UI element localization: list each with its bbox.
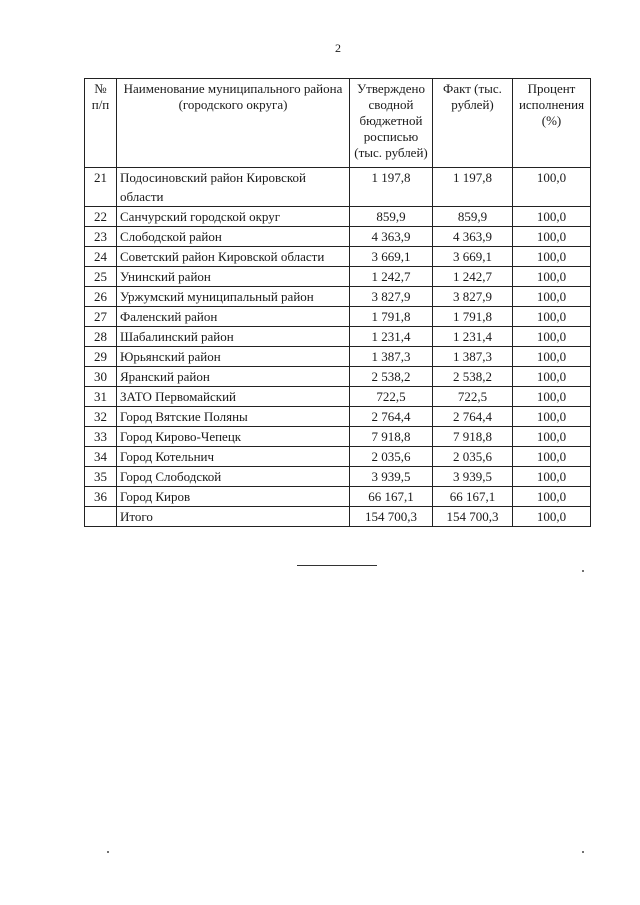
row-approved: 1 791,8 (350, 307, 433, 327)
row-name: Город Кирово-Чепецк (117, 427, 350, 447)
total-fact: 154 700,3 (433, 507, 513, 527)
row-percent: 100,0 (513, 307, 591, 327)
table-row (85, 307, 591, 327)
table-row (85, 207, 591, 227)
table-row (85, 387, 591, 407)
row-approved: 3 827,9 (350, 287, 433, 307)
row-name: Юрьянский район (117, 347, 350, 367)
table-header-row (85, 79, 591, 168)
row-percent: 100,0 (513, 327, 591, 347)
row-name: Яранский район (117, 367, 350, 387)
table-row (85, 447, 591, 467)
row-fact: 1 197,8 (433, 168, 513, 207)
row-name: ЗАТО Первомайский (117, 387, 350, 407)
row-name: Советский район Кировской области (117, 247, 350, 267)
row-percent: 100,0 (513, 168, 591, 207)
row-approved: 3 939,5 (350, 467, 433, 487)
table-row (85, 168, 591, 207)
row-name: Шабалинский район (117, 327, 350, 347)
row-approved: 2 035,6 (350, 447, 433, 467)
row-name: Город Котельнич (117, 447, 350, 467)
row-name: Уржумский муниципальный район (117, 287, 350, 307)
row-percent: 100,0 (513, 287, 591, 307)
row-percent: 100,0 (513, 367, 591, 387)
row-percent: 100,0 (513, 347, 591, 367)
row-percent: 100,0 (513, 447, 591, 467)
row-fact: 859,9 (433, 207, 513, 227)
row-fact: 2 538,2 (433, 367, 513, 387)
table-row (85, 407, 591, 427)
row-percent: 100,0 (513, 247, 591, 267)
row-fact: 2 035,6 (433, 447, 513, 467)
table-row (85, 327, 591, 347)
row-fact: 66 167,1 (433, 487, 513, 507)
scan-speck (107, 851, 109, 853)
scan-speck (582, 570, 584, 572)
table-row (85, 427, 591, 447)
table-row (85, 367, 591, 387)
row-fact: 1 791,8 (433, 307, 513, 327)
row-fact: 1 242,7 (433, 267, 513, 287)
row-approved: 1 197,8 (350, 168, 433, 207)
row-fact: 2 764,4 (433, 407, 513, 427)
table-row (85, 347, 591, 367)
total-number (85, 507, 117, 527)
row-number: 30 (85, 367, 117, 387)
row-percent: 100,0 (513, 227, 591, 247)
row-percent: 100,0 (513, 207, 591, 227)
total-approved: 154 700,3 (350, 507, 433, 527)
row-approved: 859,9 (350, 207, 433, 227)
row-number: 35 (85, 467, 117, 487)
row-number: 26 (85, 287, 117, 307)
row-percent: 100,0 (513, 487, 591, 507)
row-approved: 1 231,4 (350, 327, 433, 347)
row-fact: 722,5 (433, 387, 513, 407)
header-percent: Процент исполнения (%) (513, 79, 591, 168)
row-fact: 3 939,5 (433, 467, 513, 487)
row-name: Санчурский городской округ (117, 207, 350, 227)
row-number: 29 (85, 347, 117, 367)
row-number: 27 (85, 307, 117, 327)
row-number: 34 (85, 447, 117, 467)
row-number: 32 (85, 407, 117, 427)
row-fact: 3 669,1 (433, 247, 513, 267)
total-row (85, 507, 591, 527)
closing-divider-line (297, 565, 377, 566)
row-number: 36 (85, 487, 117, 507)
row-name: Город Слободской (117, 467, 350, 487)
row-number: 23 (85, 227, 117, 247)
row-name: Город Киров (117, 487, 350, 507)
table-row (85, 487, 591, 507)
row-number: 28 (85, 327, 117, 347)
row-percent: 100,0 (513, 267, 591, 287)
table-row (85, 287, 591, 307)
page-number: 2 (335, 41, 341, 55)
row-number: 24 (85, 247, 117, 267)
total-label: Итого (117, 507, 350, 527)
row-percent: 100,0 (513, 467, 591, 487)
header-name: Наименование муниципального района (городского округа) (117, 79, 350, 168)
row-fact: 1 231,4 (433, 327, 513, 347)
row-number: 22 (85, 207, 117, 227)
row-number: 21 (85, 168, 117, 207)
table-row (85, 467, 591, 487)
row-approved: 66 167,1 (350, 487, 433, 507)
row-name: Унинский район (117, 267, 350, 287)
table-body (85, 168, 591, 507)
row-approved: 2 764,4 (350, 407, 433, 427)
row-fact: 4 363,9 (433, 227, 513, 247)
row-percent: 100,0 (513, 387, 591, 407)
row-name: Город Вятские Поляны (117, 407, 350, 427)
row-name: Слободской район (117, 227, 350, 247)
row-name: Фаленский район (117, 307, 350, 327)
row-number: 31 (85, 387, 117, 407)
header-approved: Утверждено сводной бюджетной росписью (тыс. рублей) (350, 79, 433, 168)
row-number: 33 (85, 427, 117, 447)
row-approved: 722,5 (350, 387, 433, 407)
row-approved: 1 242,7 (350, 267, 433, 287)
row-number: 25 (85, 267, 117, 287)
table-row (85, 247, 591, 267)
row-name: Подосиновский район Кировской области (117, 168, 350, 207)
header-fact: Факт (тыс. рублей) (433, 79, 513, 168)
row-fact: 3 827,9 (433, 287, 513, 307)
row-approved: 1 387,3 (350, 347, 433, 367)
header-number: № п/п (85, 79, 117, 168)
table-row (85, 227, 591, 247)
row-approved: 3 669,1 (350, 247, 433, 267)
row-fact: 1 387,3 (433, 347, 513, 367)
row-fact: 7 918,8 (433, 427, 513, 447)
row-approved: 2 538,2 (350, 367, 433, 387)
row-approved: 4 363,9 (350, 227, 433, 247)
row-percent: 100,0 (513, 407, 591, 427)
total-percent: 100,0 (513, 507, 591, 527)
budget-execution-table (84, 78, 591, 527)
table-row (85, 267, 591, 287)
row-percent: 100,0 (513, 427, 591, 447)
row-approved: 7 918,8 (350, 427, 433, 447)
scan-speck (582, 851, 584, 853)
